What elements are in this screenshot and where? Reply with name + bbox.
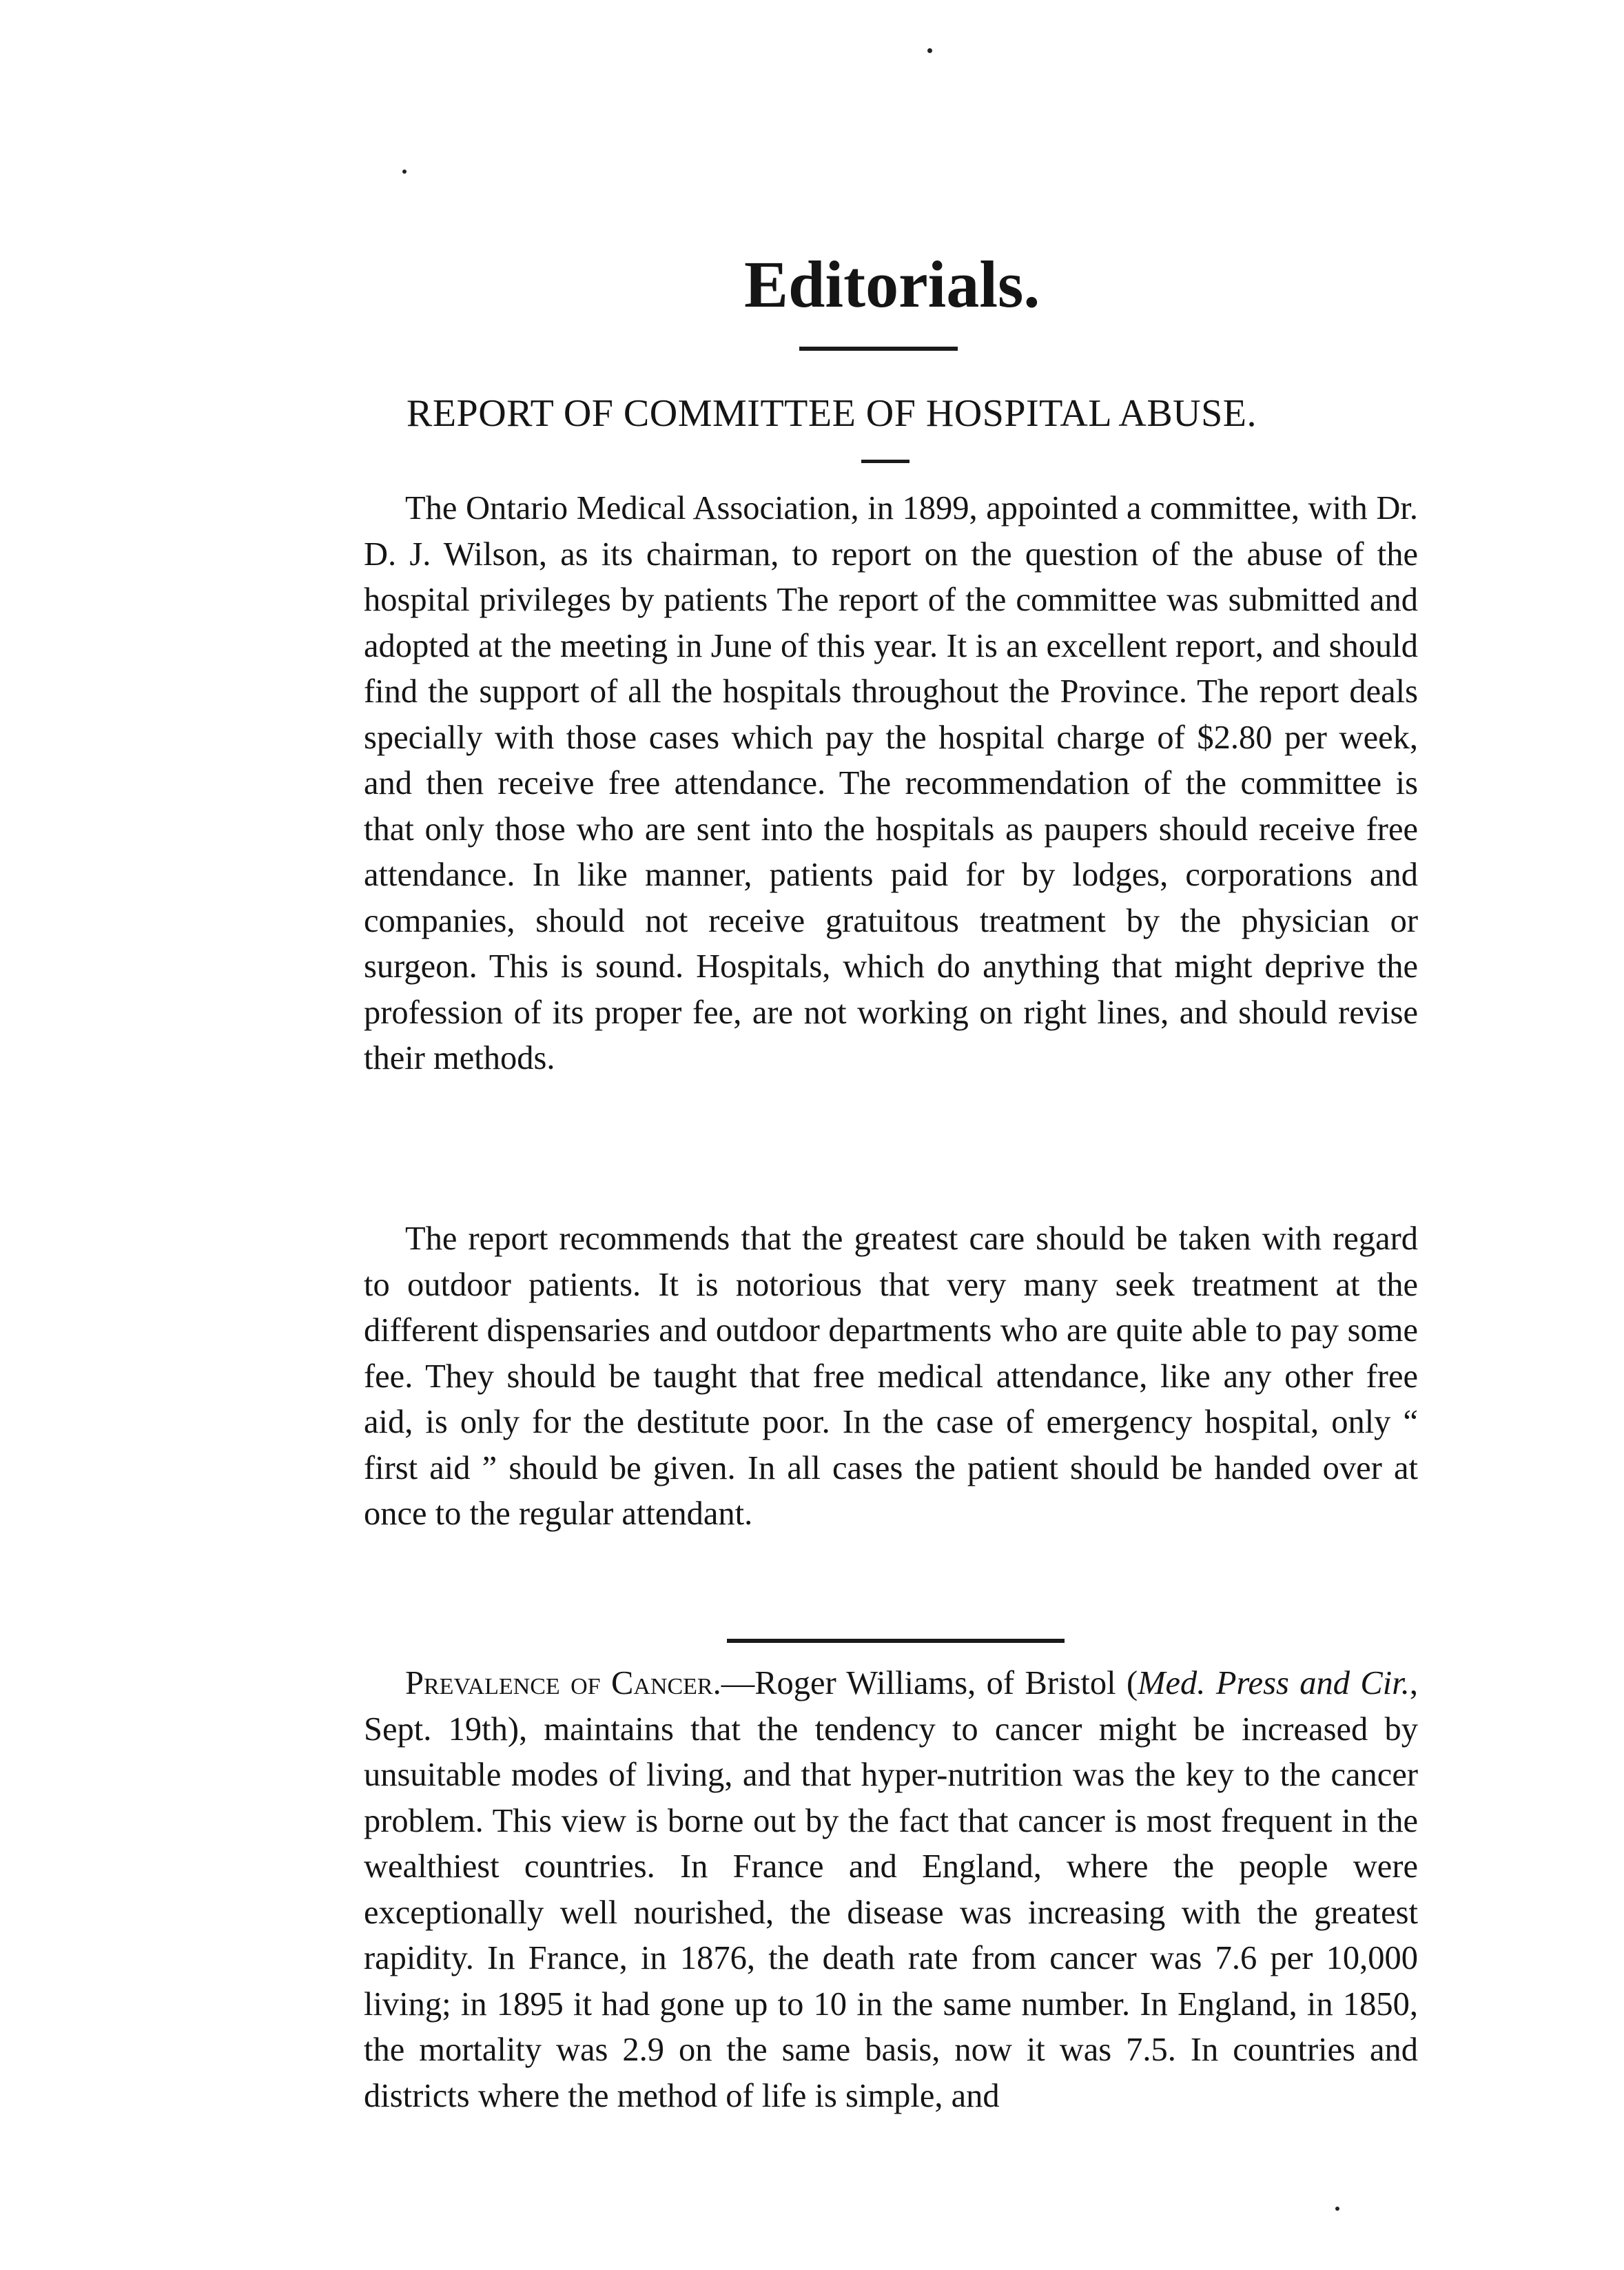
section-heading: Editorials. bbox=[744, 247, 1040, 321]
article-title: REPORT OF COMMITTEE OF HOSPITAL ABUSE. bbox=[407, 392, 1257, 435]
print-speck bbox=[1335, 2207, 1339, 2211]
paragraph-text: The report recommends that the greatest care should be taken with regard to outdoor patients. It is notorious that very many seek treatment at the different dispensaries and outdoor departments who are quite able to pay some fee. They should be taught that free medical attendance, like any other free aid, is only for the destitute poor. In the case of emergency hospital, only “ first aid ” should be given. In all cases the patient should be handed over at once to the regular attendant. bbox=[364, 1220, 1418, 1532]
print-speck bbox=[402, 170, 407, 174]
paragraph-text: The Ontario Medical Association, in 1899, appointed a committee, with Dr. D. J. Wilson, as its chairman, to report on the question of the abuse of the hospital privileges by patients The report of the committee was submitted and adopted at the meeting in June of this year. It is an excellent report, and should find the support of all the hospitals throughout the Province. The report deals specially with those cases which pay the hospital charge of $2.80 per week, and then receive free attendance. The recommendation of the committee is that only those who are sent into the hospitals as paupers should receive free attendance. In like manner, patients paid for by lodges, corporations and companies, should not receive gratuitous treatment by the physician or surgeon. This is sound. Hospitals, which do anything that might deprive the profession of its proper fee, are not working on right lines, and should revise their methods. bbox=[364, 490, 1418, 1076]
article-paragraph-2 bbox=[364, 1216, 1418, 1537]
heading-rule bbox=[799, 347, 958, 351]
article-paragraph-1 bbox=[364, 486, 1418, 1082]
cancer-author: —Roger Williams, of Bristol ( bbox=[721, 1665, 1138, 1701]
cancer-paragraph bbox=[364, 1661, 1418, 2119]
journal-citation: Med. Press and Cir. bbox=[1138, 1665, 1410, 1701]
print-speck bbox=[927, 48, 932, 53]
section-separator bbox=[727, 1639, 1065, 1643]
cancer-article bbox=[364, 1661, 1418, 2119]
cancer-heading: Prevalence of Cancer. bbox=[405, 1665, 721, 1701]
cancer-body: , Sept. 19th), maintains that the tendency to cancer might be increased by unsuitable modes of living, and that hyper-nutrition was the key to the cancer problem. This view is borne out by the fact that cancer is most frequent in the wealthiest countries. In France and England, where the people were exceptionally well nourished, the disease was increasing with the greatest rapidity. In France, in 1876, the death rate from cancer was 7.6 per 10,000 living; in 1895 it had gone up to 10 in the same number. In England, in 1850, the mortality was 2.9 on the same basis, now it was 7.5. In countries and districts where the method of life is simple, and bbox=[364, 1665, 1418, 2114]
title-rule bbox=[861, 460, 909, 463]
